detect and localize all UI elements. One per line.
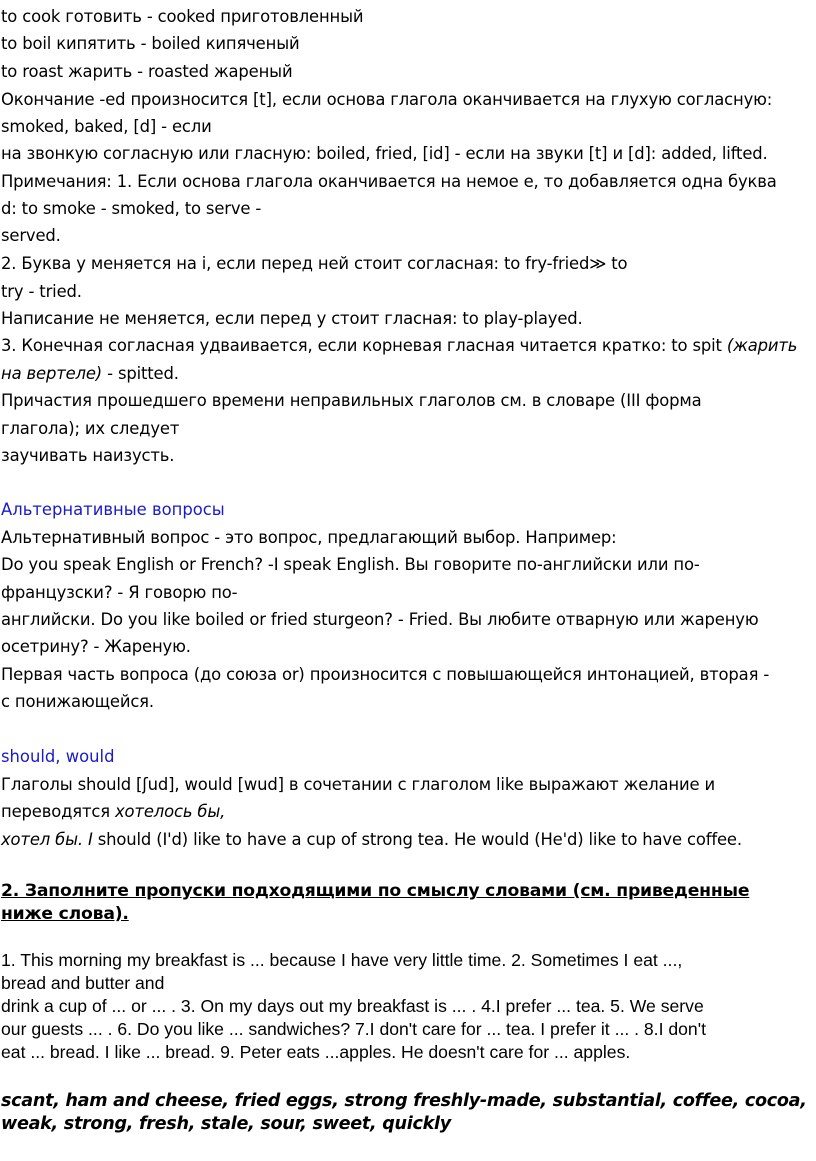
text-line <box>1 335 814 357</box>
text-line: smoked, baked, [d] - если <box>1 117 212 136</box>
text-line <box>1 829 814 851</box>
italic-run: хотелось бы, <box>115 802 226 821</box>
text-line: to roast жарить - roasted жареный <box>1 62 293 81</box>
italic-run: на вертеле) <box>1 364 103 383</box>
text-line: Написание не меняется, если перед у стоит гласная: to play-played. <box>1 309 583 328</box>
text-line <box>1 801 814 823</box>
exercise-title-line: 2. Заполните пропуски подходящими по смыслу словами (см. приведенные <box>1 881 750 901</box>
exercise-line: 1. This morning my breakfast is ... because I have very little time. 2. Sometimes I eat ..., <box>1 950 683 970</box>
text-line: served. <box>1 226 61 245</box>
exercise-line: bread and butter and <box>1 973 165 993</box>
text-line: d: to smoke - smoked, to serve - <box>1 199 262 218</box>
text-line: заучивать наизусть. <box>1 446 175 465</box>
exercise-line: drink a cup of ... or ... . 3. On my days out my breakfast is ... . 4.I prefer ... tea. 5. We serve <box>1 996 704 1016</box>
text-line: глагола); их следует <box>1 419 180 438</box>
italic-run: (жарить <box>726 336 798 355</box>
text-run: 3. Конечная согласная удваивается, если корневая гласная читается кратко: to spit <box>1 336 727 355</box>
text-line: Первая часть вопроса (до союза or) произносится с повышающейся интонацией, вторая - <box>1 665 770 684</box>
exercise-line: eat ... bread. I like ... bread. 9. Peter eats ...apples. He doesn't care for ... apples. <box>1 1042 631 1062</box>
word-list-line: scant, ham and cheese, fried eggs, strong freshly-made, substantial, coffee, cocoa, <box>1 1091 807 1111</box>
text-line: Альтернативный вопрос - это вопрос, предлагающий выбор. Например: <box>1 528 617 547</box>
text-line <box>1 363 814 385</box>
text-line: Глаголы should [ʃud], would [wud] в сочетании с глаголом like выражают желание и <box>1 775 715 794</box>
section-heading-should-would: should, would <box>1 747 115 766</box>
text-line: французски? - Я говорю по- <box>1 583 238 602</box>
text-line: английски. Do you like boiled or fried sturgeon? - Fried. Вы любите отварную или жареную <box>1 610 759 629</box>
text-line: осетрину? - Жареную. <box>1 637 191 656</box>
exercise-title-line: ниже слова). <box>1 904 129 924</box>
text-run: переводятся <box>1 802 115 821</box>
text-line: Do you speak English or French? -I speak English. Вы говорите по-английски или по- <box>1 555 700 574</box>
text-line: с понижающейся. <box>1 692 154 711</box>
text-line: на звонкую согласную или гласную: boiled, fried, [id] - если на звуки [t] и [d]: added, lifted. <box>1 144 768 163</box>
text-line: Примечания: 1. Если основа глагола оканчивается на немое е, то добавляется одна буква <box>1 172 777 191</box>
text-line: try - tried. <box>1 282 82 301</box>
italic-run: хотел бы. I <box>1 830 93 849</box>
exercise-line: our guests ... . 6. Do you like ... sandwiches? 7.I don't care for ... tea. I prefer it ... . 8.I don't <box>1 1019 706 1039</box>
text-line: to boil кипятить - boiled кипяченый <box>1 34 300 53</box>
text-run: - spitted. <box>102 364 179 383</box>
text-line: to cook готовить - cooked приготовленный <box>1 7 364 26</box>
text-run: should (I'd) like to have a cup of strong tea. He would (He'd) like to have coffee. <box>92 830 742 849</box>
word-list-line: weak, strong, fresh, stale, sour, sweet, quickly <box>1 1114 451 1134</box>
section-heading-alternative-questions: Альтернативные вопросы <box>1 500 225 519</box>
text-line: Окончание -ed произносится [t], если основа глагола оканчивается на глухую согласную: <box>1 90 773 109</box>
text-line: 2. Буква у меняется на i, если перед ней стоит согласная: to fry-fried≫ to <box>1 254 628 273</box>
text-line: Причастия прошедшего времени неправильных глаголов см. в словаре (III форма <box>1 391 702 410</box>
